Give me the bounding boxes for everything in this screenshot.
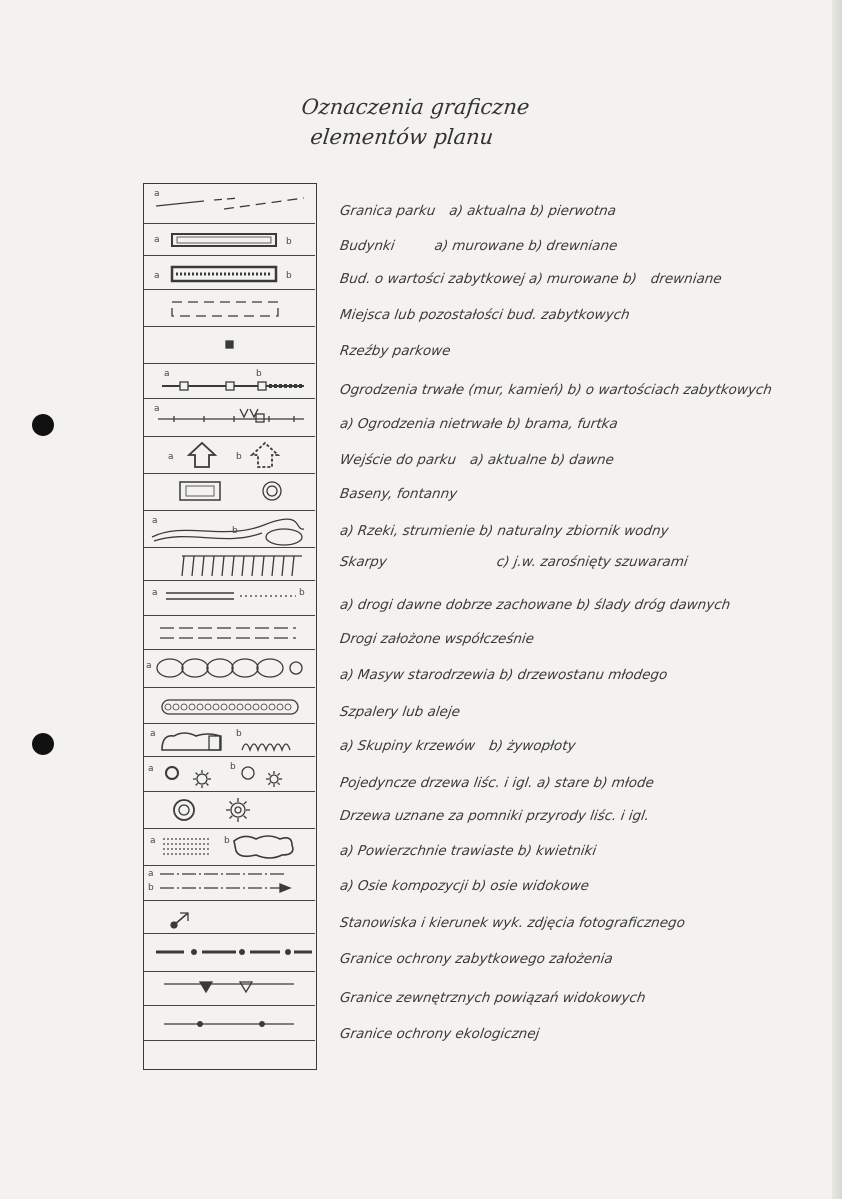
legend-description-tree-mass [339,667,811,683]
legend-description-photo-station [339,915,811,931]
legend-symbol-row-hedges [144,688,315,724]
legend-symbol-row-shrubs [144,724,315,757]
legend-symbol-row-composition-axes [144,866,315,901]
legend-description-sculptures [339,343,811,359]
lawns-symbol-icon [144,829,315,866]
legend-text-main: Granice ochrony ekologicznej [338,1026,541,1042]
roads-old-symbol-icon [144,581,315,616]
legend-description-remains [339,307,811,323]
punch-hole-top [32,414,54,436]
legend-description-rivers [339,523,811,539]
legend-text-main: a) Osie kompozycji b) osie widokowe [338,878,591,894]
title-line-2: elementów planu [309,125,495,149]
legend-text-main: Miejsca lub pozostałości bud. zabytkowych [338,307,631,323]
tree-mass-symbol-icon [144,650,315,688]
legend-symbol-row-rivers [144,511,315,548]
protection-boundary-symbol-icon [144,934,315,972]
view-boundary-symbol-icon [144,972,315,1006]
symbol-letter-b: b [286,237,292,247]
legend-text-main: Granice zewnętrznych powiązań widokowych [338,990,647,1006]
legend-text-detail: drewniane [649,271,723,287]
legend-text-main: Budynki [338,238,396,254]
legend-symbol-row-single-trees [144,757,315,792]
legend-text-main: Drzewa uznane za pomniki przyrody liśc. i igl. [338,808,651,824]
legend-text-main: a) Masyw starodrzewia b) drzewostanu młodego [338,667,669,683]
legend-symbol-row-monument-trees [144,792,315,829]
legend-symbol-row-protection-boundary [144,934,315,972]
legend-description-historic-buildings [339,271,811,287]
title-line-1: Oznaczenia graficzne [300,95,531,119]
symbol-letter-b: b [236,729,242,739]
legend-symbol-row-buildings [144,224,315,256]
legend-text-detail: b) żywopłoty [487,738,577,754]
legend-text-main: Rzeźby parkowe [338,343,452,359]
legend-symbol-row-remains [144,290,315,327]
legend-symbol-row-slopes [144,548,315,581]
legend-text-main: Ogrodzenia trwałe (mur, kamień) b) o wartościach zabytkowych [338,382,774,398]
symbol-letter-a: a [168,452,174,462]
pools-symbol-icon [144,474,315,511]
symbol-letter-b: b [256,369,262,379]
historic-buildings-symbol-icon [144,256,315,290]
symbol-letter-a: a [148,764,154,774]
legend-symbol-row-park-entrance [144,437,315,474]
legend-text-main: a) Ogrodzenia nietrwałe b) brama, furtka [338,416,619,432]
legend-description-shrubs [339,738,811,754]
symbol-letter-b: b [299,588,305,598]
symbol-letter-b: b [224,836,230,846]
legend-text-detail: c) j.w. zarośnięty szuwarami [495,554,689,570]
legend-text-detail: a) aktualne b) dawne [468,452,616,468]
symbol-letter-a: a [164,369,170,379]
sculptures-symbol-icon [144,327,315,364]
symbol-letter-b: b [236,452,242,462]
legend-description-composition-axes [339,878,811,894]
legend-text-detail: a) murowane b) drewniane [433,238,619,254]
symbol-letter-a: a [150,729,156,739]
symbol-letter-a: a [150,836,156,846]
page-edge [832,0,842,1199]
legend-text-main: Bud. o wartości zabytkowej a) murowane b) [338,271,638,287]
park-entrance-symbol-icon [144,437,315,474]
hedges-symbol-icon [144,688,315,724]
legend-symbol-row-tree-mass [144,650,315,688]
fence-permanent-symbol-icon [144,364,315,399]
park-boundary-symbol-icon [144,184,315,224]
legend-symbol-row-fence-temporary [144,399,315,437]
fence-temporary-symbol-icon [144,399,315,437]
symbol-letter-a: a [154,235,160,245]
remains-symbol-icon [144,290,315,327]
legend-text-main: Wejście do parku [338,452,458,468]
legend-symbol-row-roads-old [144,581,315,616]
legend-symbol-row-lawns [144,829,315,866]
legend-description-lawns [339,843,811,859]
legend-description-fence-temporary [339,416,811,432]
legend-symbol-row-fence-permanent [144,364,315,399]
legend-description-view-boundary [339,990,811,1006]
legend-symbol-row-eco-boundary [144,1006,315,1041]
legend-symbol-row-pools [144,474,315,511]
legend-symbol-row-sculptures [144,327,315,364]
symbol-letter-a: a [154,271,160,281]
legend-description-slopes [339,554,811,570]
legend-description-hedges [339,704,811,720]
symbol-letter-b: b [148,883,154,893]
legend-text-main: Szpalery lub aleje [338,704,462,720]
legend-symbol-row-view-boundary [144,972,315,1006]
punch-hole-bottom [32,733,54,755]
legend-description-fence-permanent [339,382,811,398]
legend-text-main: a) drogi dawne dobrze zachowane b) ślady dróg dawnych [338,597,732,613]
roads-new-symbol-icon [144,616,315,650]
legend-text-main: a) Skupiny krzewów [338,738,477,754]
legend-text-main: Drogi założone współcześnie [338,631,536,647]
legend-description-single-trees [339,775,811,791]
single-trees-symbol-icon [144,757,315,792]
legend-text-main: Granice ochrony zabytkowego założenia [338,951,614,967]
legend-symbol-row-roads-new [144,616,315,650]
legend-text-main: Baseny, fontanny [338,486,459,502]
legend-symbol-row-park-boundary [144,184,315,224]
slopes-symbol-icon [144,548,315,581]
monument-trees-symbol-icon [144,792,315,829]
legend-description-park-entrance [339,452,811,468]
legend-description-pools [339,486,811,502]
symbol-letter-b: b [230,762,236,772]
legend-symbol-table [143,183,317,1070]
rivers-symbol-icon [144,511,315,548]
legend-symbol-row-historic-buildings [144,256,315,290]
legend-description-roads-old [339,597,811,613]
legend-description-eco-boundary [339,1026,811,1042]
legend-text-detail: a) aktualna b) pierwotna [448,203,618,219]
eco-boundary-symbol-icon [144,1006,315,1041]
composition-axes-symbol-icon [144,866,315,901]
symbol-letter-b: b [232,526,238,536]
legend-description-roads-new [339,631,811,647]
legend-text-main: Stanowiska i kierunek wyk. zdjęcia fotograficznego [338,915,687,931]
legend-text-main: Skarpy [338,554,388,570]
buildings-symbol-icon [144,224,315,256]
legend-text-main: a) Powierzchnie trawiaste b) kwietniki [338,843,598,859]
symbol-letter-a: a [154,404,160,414]
symbol-letter-a: a [148,869,154,879]
legend-text-main: a) Rzeki, strumienie b) naturalny zbiornik wodny [338,523,670,539]
shrubs-symbol-icon [144,724,315,757]
legend-text-main: Pojedyncze drzewa liśc. i igl. a) stare b) młode [338,775,656,791]
document-title [297,92,583,152]
symbol-letter-a: a [146,661,152,671]
legend-description-buildings [339,238,811,254]
symbol-letter-b: b [286,271,292,281]
symbol-letter-a: a [152,516,158,526]
symbol-letter-a: a [152,588,158,598]
legend-text-main: Granica parku [338,203,437,219]
symbol-letter-a: a [154,189,160,199]
legend-description-park-boundary [339,203,811,219]
legend-description-protection-boundary [339,951,811,967]
legend-symbol-row-photo-station [144,901,315,934]
legend-description-monument-trees [339,808,811,824]
photo-station-symbol-icon [144,901,315,934]
